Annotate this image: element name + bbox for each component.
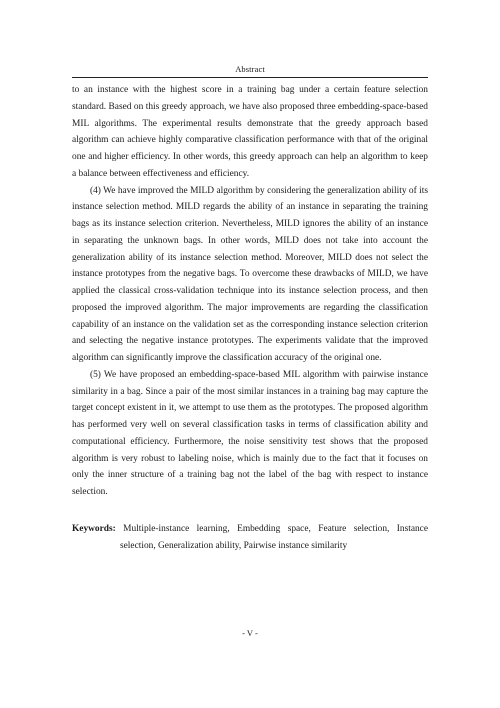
paragraph-contribution-5: (5) We have proposed an embedding-space-based MIL algorithm with pairwise instance similarity in a bag. Since a pair of the most similar instances in a training bag may capture the target concept existent in it, we attempt to use them as the prototypes. The proposed algorithm has performed very well on several classification tasks in terms of classification ability and computational efficiency. Furthermore, the noise sensitivity test shows that the proposed algorithm is very robust to labeling noise, which is mainly due to the fact that it focuses on only the inner structure of a training bag not the label of the bag with respect to instance selection. bbox=[72, 369, 428, 497]
header-rule bbox=[72, 77, 428, 78]
paragraph-contribution-4: (4) We have improved the MILD algorithm by considering the generalization ability of its instance selection method. MILD regards the ability of an instance in separating the training bags as its instance selection criterion. Nevertheless, MILD ignores the ability of an instance in separating the unknown bags. In other words, MILD does not take into account the generalization ability of its instance selection method. Moreover, MILD does not select the instance prototypes from the negative bags. To overcome these drawbacks of MILD, we have applied the classical cross-validation technique into its instance selection process, and then proposed the improved algorithm. The major improvements are regarding the classification capability of an instance on the validation set as the corresponding instance selection criterion and selecting the negative instance prototypes. The experiments validate that the improved algorithm can significantly improve the classification accuracy of the original one. bbox=[72, 185, 428, 363]
keywords-label: Keywords: bbox=[72, 524, 116, 534]
page-number: - V - bbox=[242, 628, 258, 638]
keywords-block bbox=[72, 521, 428, 555]
running-header: Abstract bbox=[235, 64, 265, 74]
keywords-list: Multiple-instance learning, Embedding space, Feature selection, Instance selection, Generalization ability, Pairwise instance similarity bbox=[120, 524, 428, 551]
abstract-body bbox=[72, 82, 428, 501]
paragraph-continuation: to an instance with the highest score in a training bag under a certain feature selection standard. Based on this greedy approach, we have also proposed three embedding-space-based MIL algorithms. The experimental results demonstrate that the greedy approach based algorithm can achieve highly comparative classification performance with that of the original one and higher efficiency. In other words, this greedy approach can help an algorithm to keep a balance between effectiveness and efficiency. bbox=[72, 85, 428, 179]
